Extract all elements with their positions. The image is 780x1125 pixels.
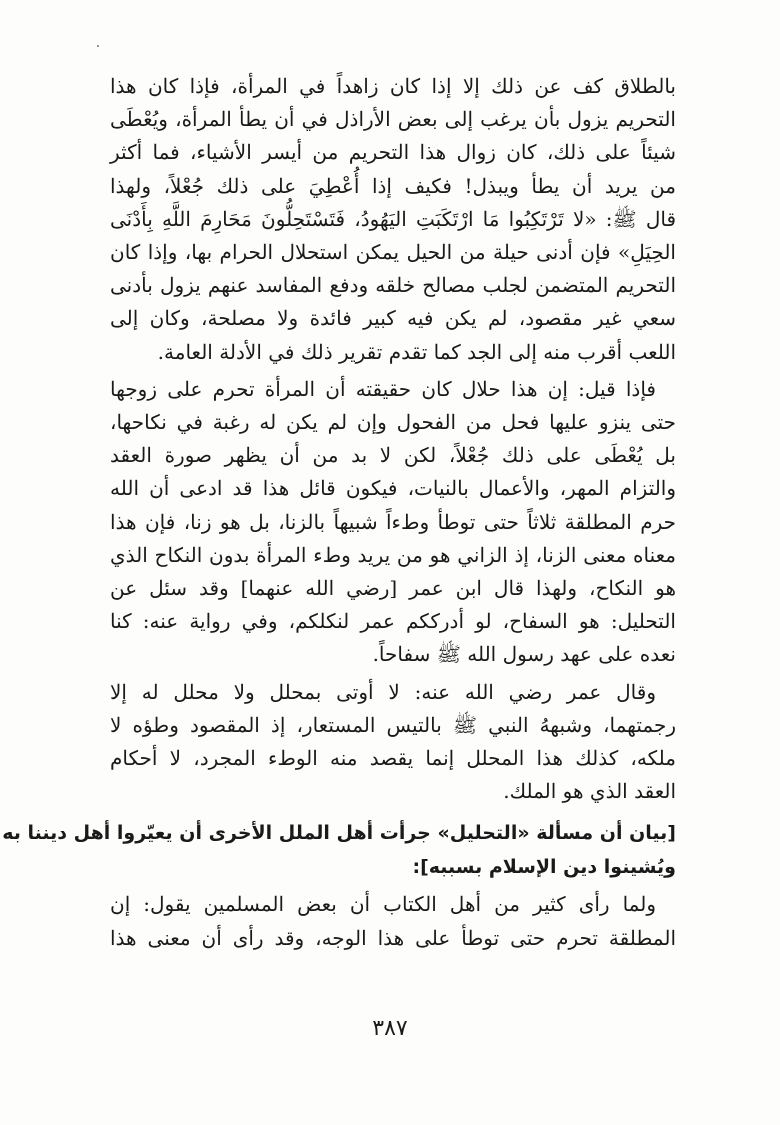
text-line: سعي غير مقصود، لم يكن فيه كبير فائدة ولا مصلحة، وكان إلى: [110, 306, 676, 331]
text-line: والتزام المهر، والأعمال بالنيات، فيكون قائل هذا قد ادعى أن الله: [110, 476, 676, 501]
heading-line: ويُشينوا دين الإسلام بسببه]:: [412, 856, 676, 879]
text-line: شيئاً على ذلك، كان زوال هذا التحريم من أيسر الأشياء، فما أكثر: [110, 140, 676, 165]
paragraph-2: [110, 373, 676, 406]
text-line: رجمتهما، وشبههُ النبي ﷺ بالتيس المستعار، إذ المقصود وطؤه لا: [110, 712, 676, 737]
text-line: الحِيَلِ» فإن أدنى حيلة من الحيل يمكن استحلال الحرام بها، وإذا كان: [110, 240, 676, 265]
text-line: قال ﷺ: «لا تَرْتَكِبُوا مَا ارْتَكَبَتِ اليَهُودُ، فَتَسْتَحِلُّونَ مَحَارِمَ اللَّهِ بِأَدْنَى: [110, 206, 676, 231]
text-line: فإذا قيل: إن هذا حلال كان حقيقته أن المرأة تحرم على زوجها: [110, 376, 656, 401]
text-line: ولما رأى كثير من أهل الكتاب أن بعض المسلمين يقول: إن: [110, 892, 656, 917]
paragraph-2-body: [110, 406, 676, 672]
main-text: [2, 70, 676, 955]
text-line: حتى ينزو عليها فحل من الفحول وإن لم يكن له رغبة في نكاحها،: [110, 410, 676, 435]
text-line: ملكه، كذلك هذا المحلل إنما يقصد منه الوطء المجرد، لا أحكام: [110, 746, 676, 771]
text-line: اللعب أقرب منه إلى الجد كما تقدم تقرير ذلك في الأدلة العامة.: [157, 339, 676, 364]
final-paragraph: [110, 888, 676, 921]
final-paragraph-body: [110, 922, 676, 955]
text-line: التحليل: هو السفاح، لو أدرككم عمر لنكلكم، وفي رواية عنه: كنا: [110, 609, 676, 634]
page-number: ٣٨٧: [372, 1016, 408, 1041]
text-line: معناه معنى الزنا، إذ الزاني هو من يريد وطء المرأة بدون النكاح الذي: [110, 542, 676, 567]
text-line: التحريم يزول بأن يرغب إلى بعض الأراذل في أن يطأ المرأة، ويُعْطَى: [110, 107, 676, 132]
paragraph-3: [110, 676, 676, 709]
text-line: هو النكاح، ولهذا قال ابن عمر [رضي الله عنهما] وقد سئل عن: [110, 576, 676, 601]
text-line: حرم المطلقة ثلاثاً حتى توطأ وطءاً شبيهاً بالزنا، بل هو زنا، فإن هذا: [110, 509, 676, 534]
text-line: نعده على عهد رسول الله ﷺ سفاحاً.: [372, 642, 676, 667]
text-line: بالطلاق كف عن ذلك إلا إذا كان زاهداً في المرأة، فإذا كان هذا: [110, 74, 676, 98]
section-heading: [2, 816, 676, 884]
text-line: المطلقة تحرم حتى توطأ على هذا الوجه، وقد رأى أن معنى هذا: [110, 925, 676, 950]
text-line: من يريد أن يطأ ويبذل! فكيف إذا أُعْطِيَ على ذلك جُعْلاً، ولهذا: [110, 173, 676, 198]
text-line: العقد الذي هو الملك.: [503, 779, 676, 804]
text-line: وقال عمر رضي الله عنه: لا أوتى بمحلل ولا محلل له إلا: [110, 679, 656, 704]
text-line: بل يُعْطَى على ذلك جُعْلاً، لكن لا بد من أن يظهر صورة العقد: [110, 443, 676, 468]
text-line: التحريم المتضمن لجلب مصالح خلقه ودفع المفاسد عنهم يزول بأدنى: [110, 273, 676, 298]
paragraph-3-body: [110, 709, 676, 809]
paragraph-1: [110, 70, 676, 369]
heading-line: [بيان أن مسألة «التحليل» جرأت أهل الملل الأخرى أن يعيّروا أهل ديننا به: [2, 822, 676, 845]
page-speck: [97, 45, 99, 47]
